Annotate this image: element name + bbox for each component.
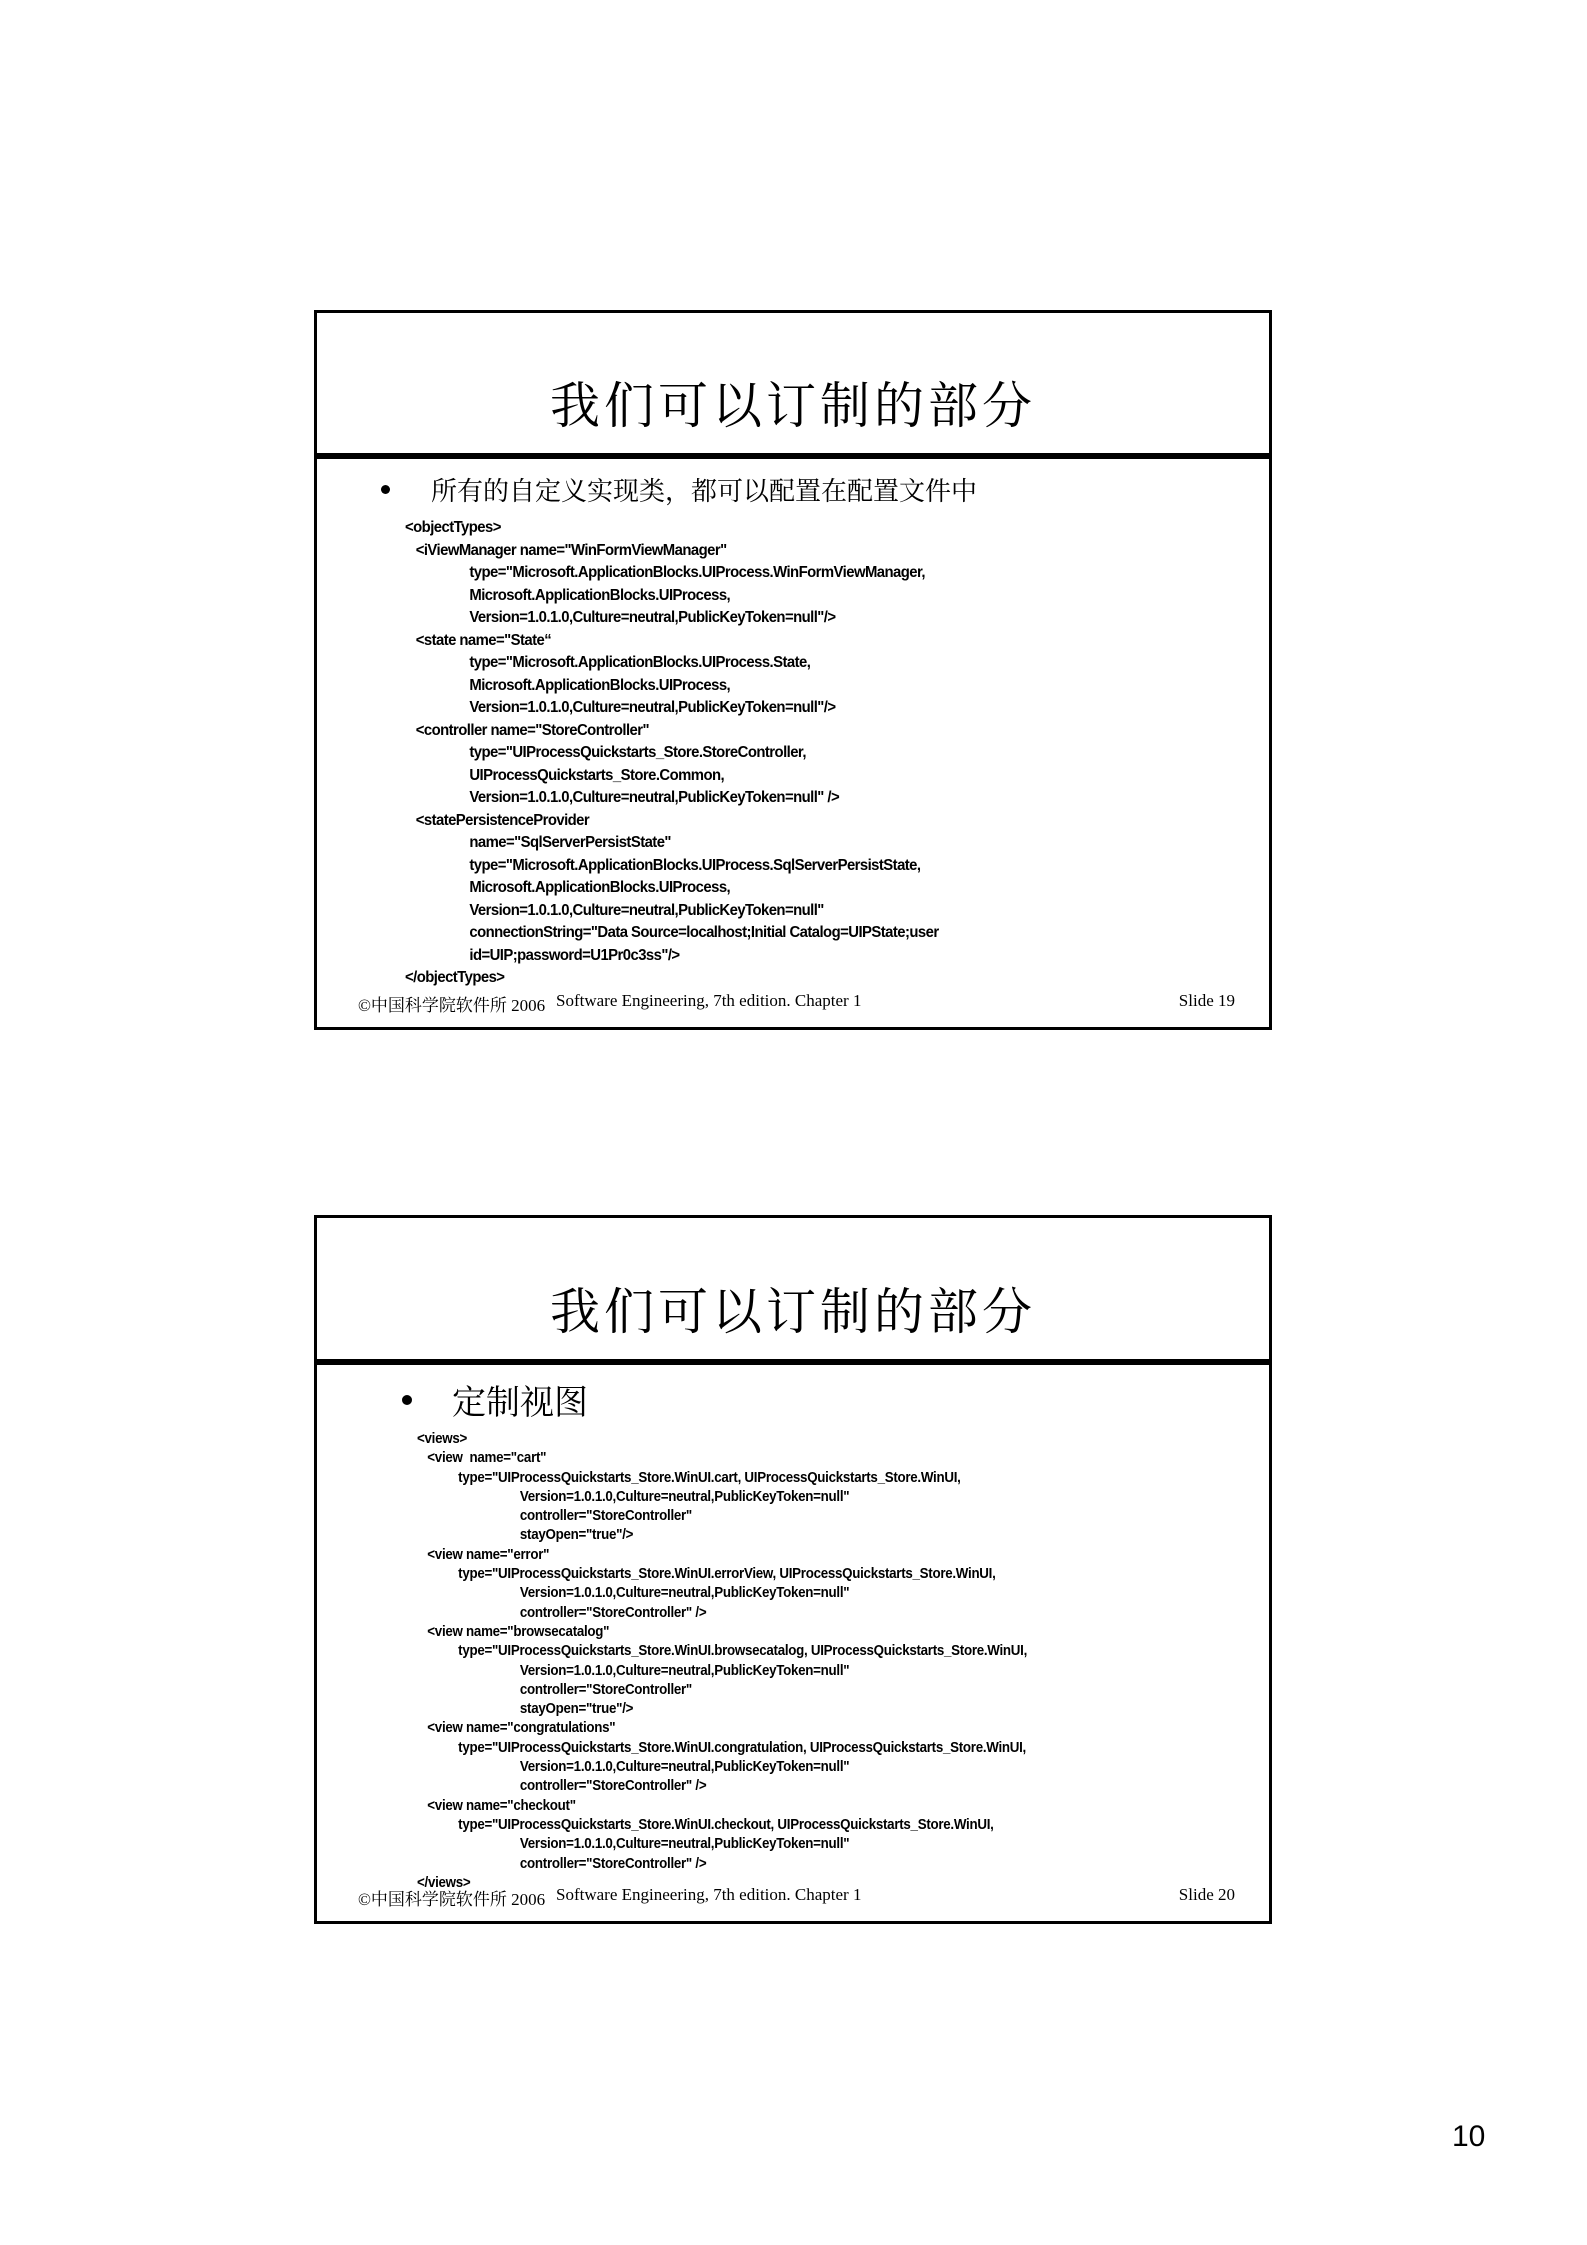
code-line: <view name="congratulations" [417,1720,616,1737]
code-line: <view name="cart" [417,1450,547,1467]
code-block [405,517,939,990]
code-line: <state name="State“ [405,631,552,649]
slide-title-area [317,1218,1269,1359]
code-line: name="SqlServerPersistState" [405,834,671,851]
code-line: type="UIProcessQuickstarts_Store.WinUI.checkout, UIProcessQuickstarts_Store.WinUI, [417,1816,994,1833]
code-line: <objectTypes> [405,519,501,536]
code-block [417,1430,1027,1893]
code-line: type="UIProcessQuickstarts_Store.WinUI.congratulation, UIProcessQuickstarts_Store.WinUI, [417,1739,1026,1756]
footer-slide-number: Slide 19 [1178,991,1235,1010]
code-line: type="Microsoft.ApplicationBlocks.UIProcess.WinFormViewManager, [405,564,926,581]
code-line: <views> [417,1431,467,1447]
code-line: type="UIProcessQuickstarts_Store.WinUI.errorView, UIProcessQuickstarts_Store.WinUI, [417,1566,996,1583]
code-line: stayOpen="true"/> [417,1701,634,1718]
footer-copyright: ©中国科学院软件所 2006 [358,1890,546,1909]
footer-book-title: Software Engineering, 7th edition. Chapter 1 [556,991,862,1010]
code-line: controller="StoreController" [417,1681,692,1698]
code-line: connectionString="Data Source=localhost;Initial Catalog=UIPState;user [405,924,939,941]
slide-title-area [317,313,1269,453]
code-line: Microsoft.ApplicationBlocks.UIProcess, [405,879,731,896]
code-line: <statePersistenceProvider [405,811,590,829]
slide-19 [314,310,1272,1030]
page-number: 10 [1452,2120,1486,2153]
title-divider [317,1359,1269,1365]
code-line: Microsoft.ApplicationBlocks.UIProcess, [405,586,731,604]
bullet-dot-icon [381,485,390,494]
footer-copyright: ©中国科学院软件所 2006 [358,996,546,1015]
code-line: Version=1.0.1.0,Culture=neutral,PublicKeyToken=null" /> [405,789,840,806]
bullet-text: 所有的自定义实现类，都可以配置在配置文件中 [431,477,978,507]
code-line: Version=1.0.1.0,Culture=neutral,PublicKeyToken=null"/> [405,699,836,716]
code-line: <iViewManager name="WinFormViewManager" [405,541,727,559]
code-line: Microsoft.ApplicationBlocks.UIProcess, [405,676,731,694]
code-line: controller="StoreController" /> [417,1778,707,1795]
code-line: stayOpen="true"/> [417,1527,634,1544]
bullet-item [381,471,977,508]
bullet-dot-icon [402,1395,412,1405]
code-line: Version=1.0.1.0,Culture=neutral,PublicKeyToken=null" [417,1585,850,1602]
footer-book-title: Software Engineering, 7th edition. Chapter 1 [556,1885,862,1904]
title-divider [317,453,1269,459]
code-line: type="Microsoft.ApplicationBlocks.UIProcess.SqlServerPersistState, [405,856,921,874]
code-line: </objectTypes> [405,969,505,986]
code-line: id=UIP;password=U1Pr0c3ss"/> [405,946,680,964]
code-line: controller="StoreController" /> [417,1855,707,1872]
bullet-text: 定制视图 [452,1383,588,1423]
code-line: <controller name="StoreController" [405,721,650,739]
code-line: Version=1.0.1.0,Culture=neutral,PublicKeyToken=null"/> [405,609,836,626]
code-line: </views> [417,1874,471,1891]
code-line: Version=1.0.1.0,Culture=neutral,PublicKeyToken=null" [417,1759,850,1776]
slide-title: 我们可以订制的部分 [550,1283,1036,1341]
code-line: <view name="checkout" [417,1797,576,1814]
slide-20 [314,1215,1272,1924]
code-line: controller="StoreController" /> [417,1604,707,1621]
code-line: controller="StoreController" [417,1508,692,1525]
code-line: type="UIProcessQuickstarts_Store.WinUI.cart, UIProcessQuickstarts_Store.WinUI, [417,1469,961,1486]
code-line: Version=1.0.1.0,Culture=neutral,PublicKeyToken=null" [417,1662,850,1679]
code-line: type="Microsoft.ApplicationBlocks.UIProcess.State, [405,654,811,671]
bullet-item [402,1375,588,1424]
code-line: type="UIProcessQuickstarts_Store.WinUI.browsecatalog, UIProcessQuickstarts_Store.WinUI, [417,1643,1028,1660]
code-line: type="UIProcessQuickstarts_Store.StoreController, [405,744,806,761]
code-line: UIProcessQuickstarts_Store.Common, [405,766,725,784]
code-line: Version=1.0.1.0,Culture=neutral,PublicKeyToken=null" [405,901,824,919]
code-line: <view name="browsecatalog" [417,1623,610,1640]
code-line: <view name="error" [417,1546,550,1563]
code-line: Version=1.0.1.0,Culture=neutral,PublicKeyToken=null" [417,1836,850,1853]
code-line: Version=1.0.1.0,Culture=neutral,PublicKeyToken=null" [417,1488,850,1505]
footer-slide-number: Slide 20 [1178,1885,1235,1904]
slide-title: 我们可以订制的部分 [550,377,1036,435]
